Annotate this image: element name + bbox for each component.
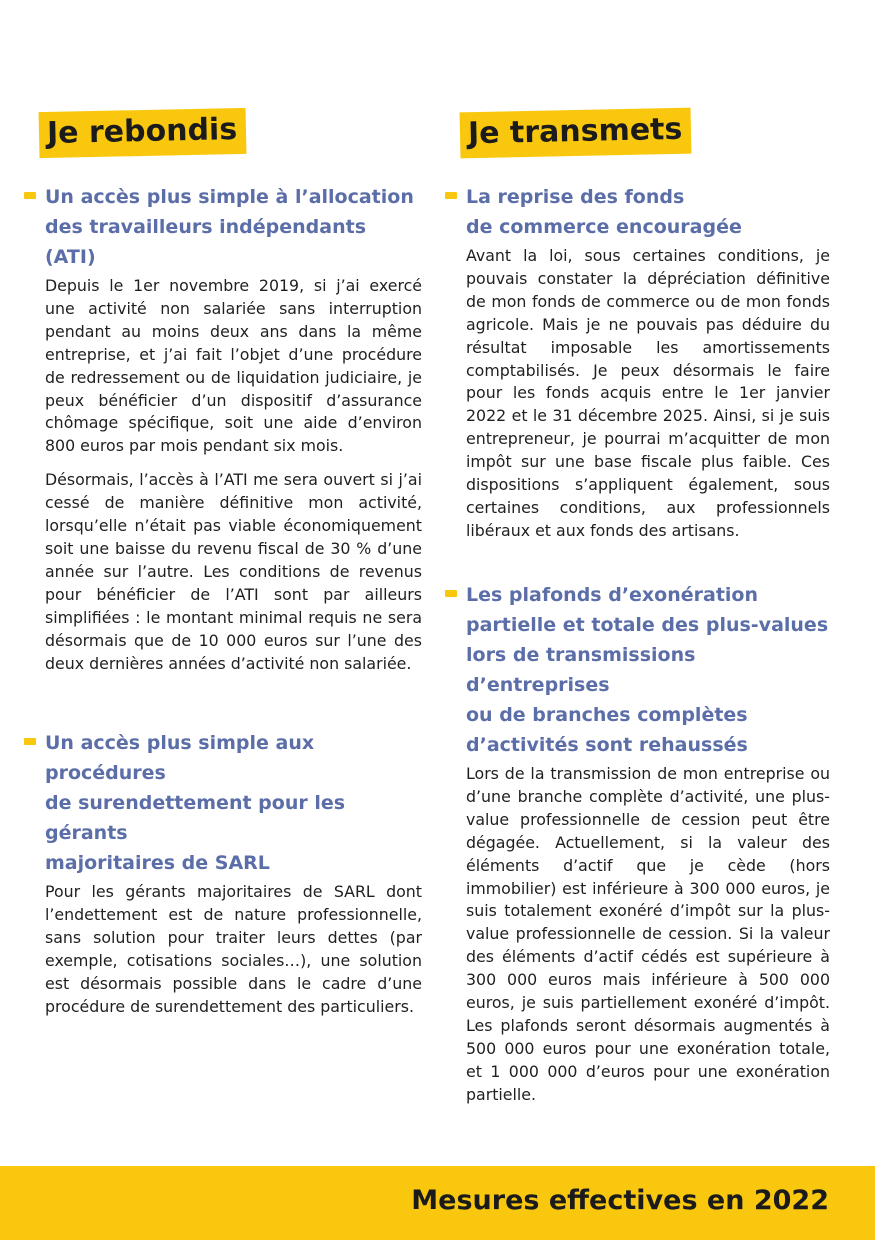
heading-line: d’activités sont rehaussés bbox=[466, 734, 748, 756]
footer-label: Mesures effectives en 2022 bbox=[411, 1185, 829, 1216]
item-heading bbox=[445, 580, 830, 760]
paragraph: Désormais, l’accès à l’ATI me sera ouvert si j’ai cessé de manière définitive mon activité, lorsqu’elle n’était pas viable économiquement soit une baisse du revenu fiscal de 30 % d’une année sur l’autre. Les conditions de revenus pour bénéficier de l’ATI sont par ailleurs simplifiées : le montant minimal requis ne sera désormais que de 10 000 euros sur l’une des deux dernières années d’activité non salariée. bbox=[45, 470, 422, 673]
heading-line: de commerce encouragée bbox=[466, 216, 742, 238]
item-body bbox=[445, 763, 830, 1107]
item-heading bbox=[24, 182, 422, 272]
heading-line: majoritaires de SARL bbox=[45, 852, 270, 874]
heading-line: Les plafonds d’exonération bbox=[466, 584, 759, 606]
heading-line: ou de branches complètes bbox=[466, 704, 748, 726]
bullet-marker bbox=[445, 192, 457, 199]
bullet-marker bbox=[445, 590, 457, 597]
item-body bbox=[24, 275, 422, 675]
section-title-je-transmets: Je transmets bbox=[460, 108, 692, 159]
item-body bbox=[445, 245, 830, 543]
bullet-marker bbox=[24, 738, 36, 745]
paragraph: Avant la loi, sous certaines conditions, je pouvais constater la dépréciation définitive de mon fonds de commerce ou de mon fonds agricole. Mais je ne pouvais pas déduire du résultat imposable les amortissements comptabilisés. Je peux désormais le faire pour les fonds acquis entre le 1er janvier 2022 et le 31 décembre 2025. Ainsi, si je suis entrepreneur, je pourrai m’acquitter de mon impôt sur une base fiscale plus faible. Ces dispositions s’appliquent également, sous certaines conditions, aux professionnels libéraux et aux fonds des artisans. bbox=[466, 246, 830, 540]
paragraph: Depuis le 1er novembre 2019, si j’ai exercé une activité non salariée sans interruption pendant au moins deux ans dans la même entreprise, et j’ai fait l’objet d’une procédure de redressement ou de liquidation judiciaire, je peux bénéficier d’un dispositif d’assurance chômage spécifique, soit une aide d’environ 800 euros par mois pendant six mois. bbox=[45, 276, 422, 456]
heading-line: partielle et totale des plus-values bbox=[466, 614, 829, 636]
item-heading bbox=[24, 728, 422, 878]
item-plafonds-exoneration bbox=[445, 580, 830, 1118]
heading-line: des travailleurs indépendants (ATI) bbox=[45, 216, 367, 268]
heading-line: La reprise des fonds bbox=[466, 186, 685, 208]
heading-line: Un accès plus simple aux procédures bbox=[45, 732, 315, 784]
item-ati bbox=[24, 182, 422, 686]
paragraph: Pour les gérants majoritaires de SARL dont l’endettement est de nature professionnelle, sans solution pour traiter leurs dettes (par exemple, cotisations sociales…), une solution est désormais possible dans le cadre d’une procédure de surendettement des particuliers. bbox=[45, 882, 422, 1016]
heading-line: de surendettement pour les gérants bbox=[45, 792, 346, 844]
heading-line: Un accès plus simple à l’allocation bbox=[45, 186, 414, 208]
item-reprise-fonds bbox=[445, 182, 830, 554]
item-heading bbox=[445, 182, 830, 242]
heading-line: lors de transmissions d’entreprises bbox=[466, 644, 696, 696]
item-body bbox=[24, 881, 422, 1018]
item-surendettement bbox=[24, 728, 422, 1029]
paragraph: Lors de la transmission de mon entreprise ou d’une branche complète d’activité, une plus-value professionnelle de cession peut être dégagée. Actuellement, si la valeur des éléments d’actif que je cède (hors immobilier) est inférieure à 300 000 euros, je suis totalement exonéré d’impôt sur la plus-value professionnelle de cession. Si la valeur des éléments d’actif cédés est supérieure à 300 000 euros mais inférieure à 500 000 euros, je suis partiellement exonéré d’impôt. Les plafonds seront désormais augmentés à 500 000 euros pour une exonération totale, et 1 000 000 d’euros pour une exonération partielle. bbox=[466, 764, 830, 1104]
section-title-je-rebondis: Je rebondis bbox=[39, 108, 247, 158]
bullet-marker bbox=[24, 192, 36, 199]
